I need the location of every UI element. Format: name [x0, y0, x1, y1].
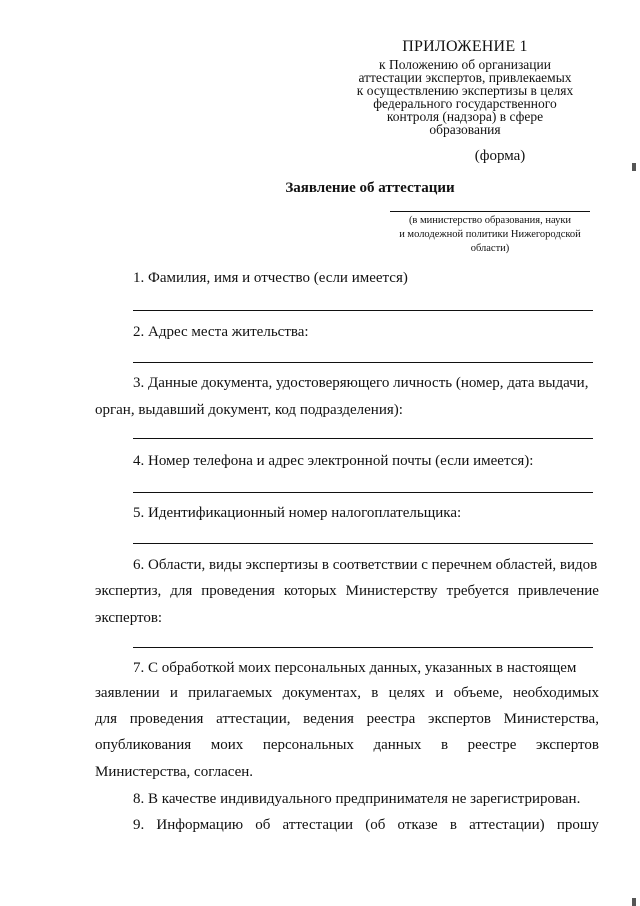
field-6-blank[interactable] [133, 647, 593, 648]
appendix-line: федерального государственного [373, 96, 557, 111]
field-2-blank[interactable] [133, 362, 593, 363]
consent-line: опубликования моих персональных данных в реестре экспертов [95, 737, 599, 753]
document-title: Заявление об аттестации [285, 180, 455, 196]
notification-line: 9. Информацию об аттестации (об отказе в аттестации) прошу [133, 817, 599, 833]
field-3-blank[interactable] [133, 438, 593, 439]
field-1-blank[interactable] [133, 310, 593, 311]
appendix-line: к осуществлению экспертизы в целях [356, 83, 574, 98]
field-1-label: 1. Фамилия, имя и отчество (если имеется) [133, 270, 408, 286]
field-4-label: 4. Номер телефона и адрес электронной почты (если имеется): [133, 453, 534, 469]
consent-paragraph [95, 680, 599, 758]
consent-line: 7. С обработкой моих персональных данных, указанных в настоящем [133, 660, 577, 676]
notification-paragraph [133, 812, 599, 838]
appendix-line: контроля (надзора) в сфере [386, 109, 544, 124]
field-3-label-line: орган, выдавший документ, код подразделения): [95, 402, 403, 418]
registration-statement: 8. В качестве индивидуального предпринимателя не зарегистрирован. [133, 791, 581, 807]
consent-line: для проведения аттестации, ведения реестра экспертов Министерства, [95, 711, 599, 727]
field-5-label: 5. Идентификационный номер налогоплательщика: [133, 505, 462, 521]
field-4-blank[interactable] [133, 492, 593, 493]
consent-line: Министерства, согласен. [95, 764, 254, 780]
consent-line: заявлении и прилагаемых документах, в целях и объеме, необходимых [95, 685, 599, 701]
addressee-line: области) [470, 243, 510, 254]
margin-mark [632, 163, 636, 171]
appendix-line: образования [429, 122, 501, 137]
appendix-line: к Положению об организации [379, 57, 551, 72]
appendix-line: аттестации экспертов, привлекаемых [358, 70, 572, 85]
field-6-label-justified [95, 578, 599, 604]
field-6-label-line: 6. Области, виды экспертизы в соответствии с перечнем областей, видов [133, 557, 598, 573]
field-5-blank[interactable] [133, 543, 593, 544]
form-label: (форма) [474, 148, 526, 164]
addressee-rule [390, 211, 590, 212]
field-6-label-line: экспертов: [95, 610, 163, 626]
field-2-label: 2. Адрес места жительства: [133, 324, 309, 340]
field-6-label-line: экспертиз, для проведения которых Министерству требуется привлечение [95, 583, 599, 599]
appendix-title: ПРИЛОЖЕНИЕ 1 [402, 38, 528, 55]
addressee-line: (в министерство образования, науки [408, 215, 572, 226]
field-3-label-line: 3. Данные документа, удостоверяющего личность (номер, дата выдачи, [133, 375, 589, 391]
addressee-line: и молодежной политики Нижегородской [399, 229, 581, 240]
